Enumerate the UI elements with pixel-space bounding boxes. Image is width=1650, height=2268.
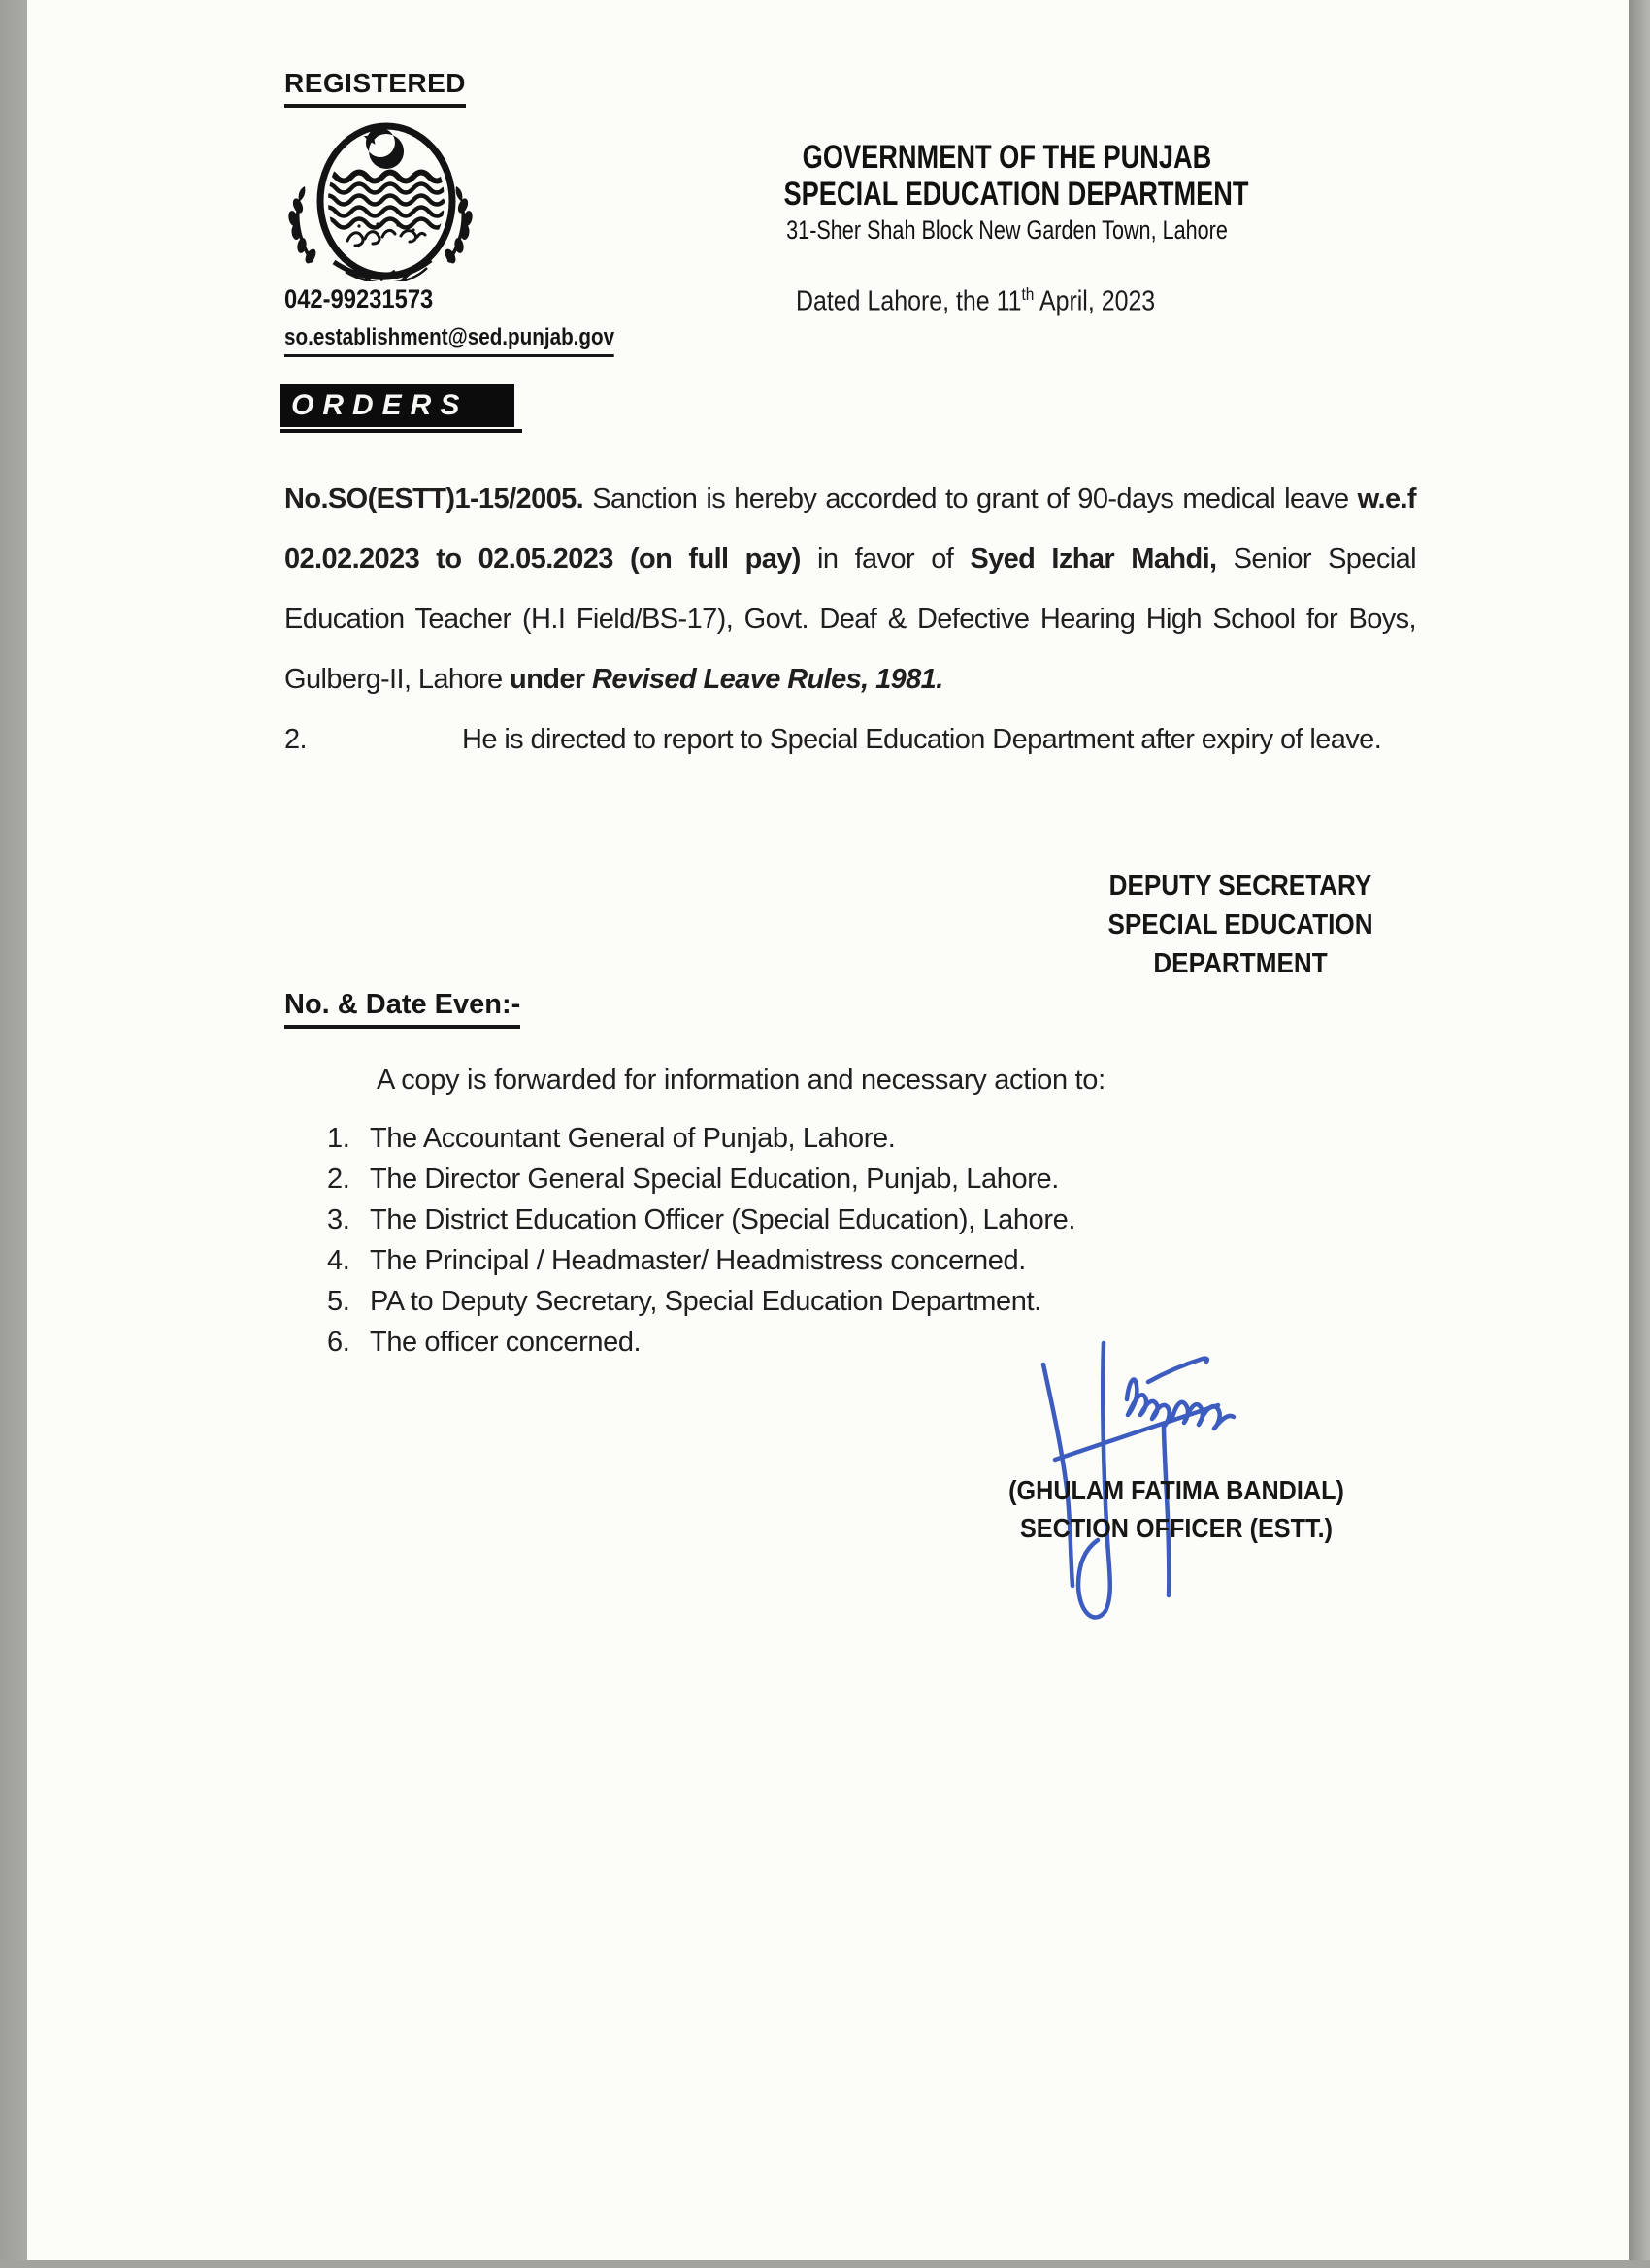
- signatory-title-line2: SPECIAL EDUCATION: [1107, 909, 1373, 940]
- forward-note: A copy is forwarded for information and necessary action to:: [377, 1065, 1106, 1096]
- order-paragraph: No.SO(ESTT)1-15/2005. Sanction is hereby accorded to grant of 90-days medical leave w.e.f 02.02.2023 to 02.05.2023 (on full pay) in favor of Syed Izhar Mahdi, Senior Special Education Teacher (H.I Field/BS-17), Govt. Deaf & Defective Hearing High School for Boys, Gulberg-II, Lahore under Revised Leave Rules, 1981.: [284, 483, 1416, 695]
- paragraph-2: [284, 709, 1416, 770]
- department-name-line2: SPECIAL EDUCATION DEPARTMENT: [783, 176, 1249, 213]
- cc-list-item: [327, 1322, 1443, 1363]
- scan-edge-right: [1629, 0, 1650, 2268]
- cc-item-text: The Accountant General of Punjab, Lahore.: [370, 1123, 896, 1154]
- cc-list-item: [327, 1200, 1443, 1240]
- punjab-government-crest-icon: [283, 116, 478, 281]
- cc-item-text: The Principal / Headmaster/ Headmistress concerned.: [370, 1245, 1026, 1276]
- letter-date-suffix: April, 2023: [1034, 285, 1156, 317]
- cc-item-text: The District Education Officer (Special Education), Lahore.: [370, 1204, 1076, 1235]
- signatory-name: (GHULAM FATIMA BANDIAL): [1008, 1475, 1344, 1505]
- cc-item-number: 2.: [327, 1164, 350, 1195]
- signatory-name-block: [982, 1471, 1370, 1547]
- scan-edge-bottom: [0, 2260, 1650, 2268]
- phone-number: 042-99231573: [284, 284, 434, 313]
- department-name-line1: GOVERNMENT OF THE PUNJAB: [802, 139, 1212, 176]
- cc-item-number: 6.: [327, 1327, 350, 1358]
- cc-list-item: [327, 1118, 1443, 1159]
- signatory-title-line1: DEPUTY SECRETARY: [1108, 871, 1372, 902]
- date-ordinal-superscript: th: [1021, 284, 1035, 304]
- cc-list: [327, 1118, 1443, 1363]
- cc-item-number: 1.: [327, 1123, 350, 1154]
- urdu-script: [347, 230, 425, 246]
- cc-item-number: 4.: [327, 1245, 350, 1276]
- cc-list-item: [327, 1281, 1443, 1322]
- orders-heading-underline: [280, 429, 522, 433]
- letter-date: [796, 284, 1155, 318]
- cc-item-number: 3.: [327, 1204, 350, 1235]
- cc-list-item: [327, 1240, 1443, 1281]
- cc-item-text: PA to Deputy Secretary, Special Education Department.: [370, 1286, 1041, 1317]
- cc-list-item: [327, 1159, 1443, 1200]
- department-address: 31-Sher Shah Block New Garden Town, Lahore: [786, 215, 1228, 245]
- no-date-even-label: No. & Date Even:-: [284, 989, 520, 1029]
- registered-label: REGISTERED: [284, 68, 466, 108]
- email-address: so.establishment@sed.punjab.gov: [284, 324, 614, 357]
- letterhead: [728, 139, 1286, 247]
- orders-heading: ORDERS: [280, 384, 514, 427]
- cc-item-number: 5.: [327, 1286, 350, 1317]
- signatory-title-block: [1037, 867, 1444, 983]
- scan-edge-left: [0, 0, 27, 2268]
- signatory-title-line3: DEPARTMENT: [1153, 948, 1328, 979]
- signatory-post: SECTION OFFICER (ESTT.): [1019, 1513, 1334, 1543]
- paragraph-2-text: He is directed to report to Special Education Department after expiry of leave.: [462, 724, 1382, 755]
- cc-item-text: The officer concerned.: [370, 1327, 642, 1358]
- letter-date-prefix: Dated Lahore, the 11: [796, 285, 1022, 317]
- paragraph-2-number: 2.: [284, 724, 307, 755]
- cc-item-text: The Director General Special Education, Punjab, Lahore.: [370, 1164, 1059, 1195]
